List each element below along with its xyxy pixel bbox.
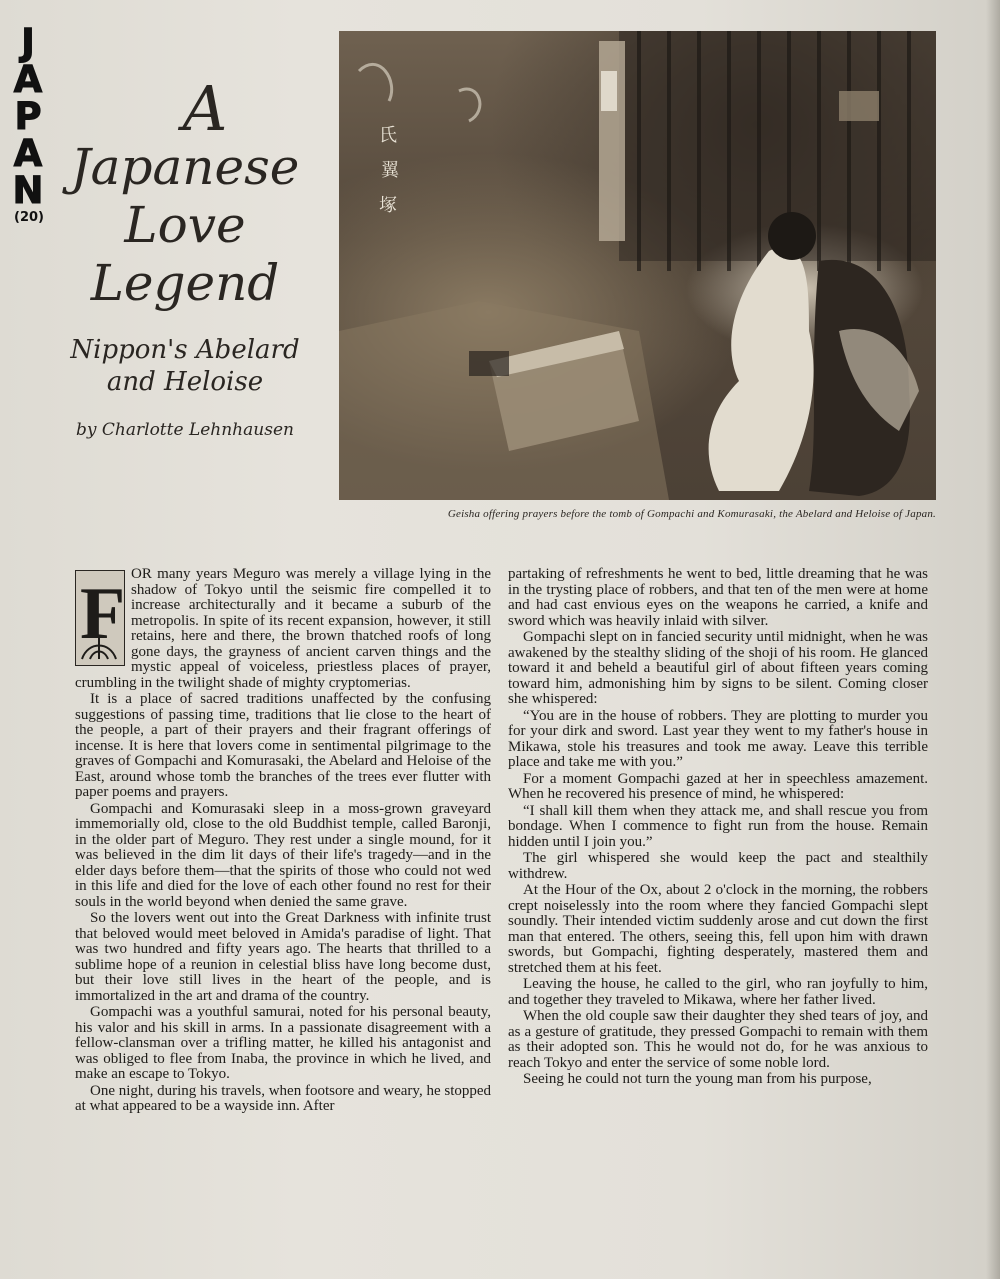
paragraph: Gompachi was a youthful samurai, noted for his personal beauty, his valor and his skill in arms. In a passionate disagreement with a fellow-clansman over a trifling matter, he killed his antagonist and was obliged to flee from Inaba, the province in which he lived, and make an escape to Tokyo. — [75, 1004, 491, 1082]
masthead-vertical — [10, 21, 46, 212]
page-number: (20) — [14, 210, 44, 225]
paragraph: Seeing he could not turn the young man from his purpose, — [523, 1071, 872, 1087]
masthead-letter: N — [12, 169, 44, 212]
paragraph: At the Hour of the Ox, about 2 o'clock in the morning, the robbers crept noiselessly into the room where they fancied Gompachi slept soundly. Their intended victim suddenly arose and cut down the first man that entered. The others, seeing this, fell upon him with drawn swords, but Gompachi, fighting desperately, mastered them and stretched them at his feet. — [508, 882, 928, 976]
svg-text:翼: 翼 — [381, 160, 399, 181]
masthead-letter: J — [21, 21, 35, 64]
masthead-letter: A — [13, 132, 43, 175]
title-line-3: Love — [124, 196, 246, 254]
paragraph: It is a place of sacred traditions unaffected by the confusing suggestions of passing time, traditions that lie close to the heart of the people, a part of their prayers and their fragrant offerings of incense. It is here that lovers come in sentimental pilgrimage to the graves of Gompachi and Komurasaki, the Abelard and Heloise of the East, around whose tomb the branches of the trees ever flutter with paper poems and prayers. — [75, 691, 491, 800]
photo-caption: Geisha offering prayers before the tomb of Gompachi and Komurasaki, the Abelard and Heloise of Japan. — [447, 508, 936, 520]
article-column-1 — [75, 567, 491, 1116]
masthead-letter: P — [14, 95, 42, 138]
masthead-letter: A — [13, 58, 43, 101]
drop-cap-ornament — [75, 570, 125, 666]
byline: by Charlotte Lehnhausen — [76, 420, 294, 440]
paragraph: Gompachi slept on in fancied security until midnight, when he was awakened by the stealthy sliding of the shoji of his room. He glanced toward it and beheld a beautiful girl of about fifteen years coming toward him, admonishing him by signs to be silent. Coming closer she whispered: — [508, 629, 928, 707]
paragraph: “You are in the house of robbers. They are plotting to murder you for your dirk and sword. Last year they went to my father's house in Mikawa, stole his treasures and took me away. Leave this terrible place and take me with you.” — [508, 707, 928, 770]
subtitle-line-1: Nippon's Abelard — [70, 335, 300, 365]
article-subtitle — [50, 334, 320, 398]
paragraph: So the lovers went out into the Great Darkness with infinite trust that beloved would meet beloved in Amida's paradise of light. That was two hundred and fifty years ago. The hearts that thrilled to a sublime hope of a reunion in celestial bliss have long become dust, but their love still lives in the heart of the people, and is immortalized in the art and drama of the country. — [75, 910, 491, 1004]
geisha-photo — [339, 31, 936, 500]
svg-text:氏: 氏 — [379, 125, 397, 146]
page-edge-shadow — [986, 0, 1000, 1279]
subtitle-line-2: and Heloise — [106, 367, 264, 397]
paragraph: The girl whispered she would keep the pact and stealthily withdrew. — [508, 850, 928, 882]
drop-cap-flourish-icon — [78, 633, 120, 663]
paragraph: One night, during his travels, when footsore and weary, he stopped at what appeared to be a wayside inn. After — [75, 1082, 492, 1114]
paragraph: When the old couple saw their daughter they shed tears of joy, and as a gesture of gratitude, they pressed Gompachi to remain with them as their adopted son. This he would not do, for he was anxious to reach Tokyo and enter the service of some noble lord. — [508, 1008, 928, 1071]
paragraph: Leaving the house, he called to the girl, who ran joyfully to him, and together they traveled to Mikawa, where her father lived. — [508, 976, 928, 1008]
paragraph: partaking of refreshments he went to bed, little dreaming that he was in the trysting place of robbers, and that ten of the men were at home and had cast envious eyes on the weapons he carried, a knife and sword which was heavily inlaid with silver. — [508, 566, 928, 629]
title-line-4: Legend — [90, 254, 280, 312]
article-title-block — [50, 72, 320, 440]
paragraph: “I shall kill them when they attack me, and shall rescue you from bondage. When I commence to fight run from the house. Remain hidden until I join you.” — [508, 802, 928, 850]
paragraph: OR many years Meguro was merely a village lying in the shadow of Tokyo until the seismic fire compelled it to increase architecturally and it became a suburb of the metropolis. In spite of its recent expansion, however, it still retains, here and there, the brown thatched roofs of long gone days, the grayness of ancient carven things and the mystic appeal of voiceless, priestless places of prayer, crumbling in the twilight shade of mighty cryptomerias. — [75, 566, 491, 691]
title-line-1: A — [182, 72, 228, 145]
title-line-2: Japanese — [70, 138, 300, 196]
paragraph: Gompachi and Komurasaki sleep in a moss-grown graveyard immemorially old, close to the old Buddhist temple, called Baronji, in the older part of Meguro. They rest under a single mound, for it was believed in the dim lit days of their life's tragedy—and in the elder days before them—that the spirits of those who could not wed in this life and died for the love of each other found no rest for their souls in the world beyond when denied the same grave. — [75, 800, 491, 910]
photo-illustration — [339, 31, 936, 500]
drop-cap-letter: F — [80, 573, 126, 655]
article-column-2 — [508, 567, 928, 1089]
svg-text:塚: 塚 — [379, 195, 397, 216]
paragraph: For a moment Gompachi gazed at her in speechless amazement. When he recovered his presence of mind, he whispered: — [508, 770, 928, 802]
